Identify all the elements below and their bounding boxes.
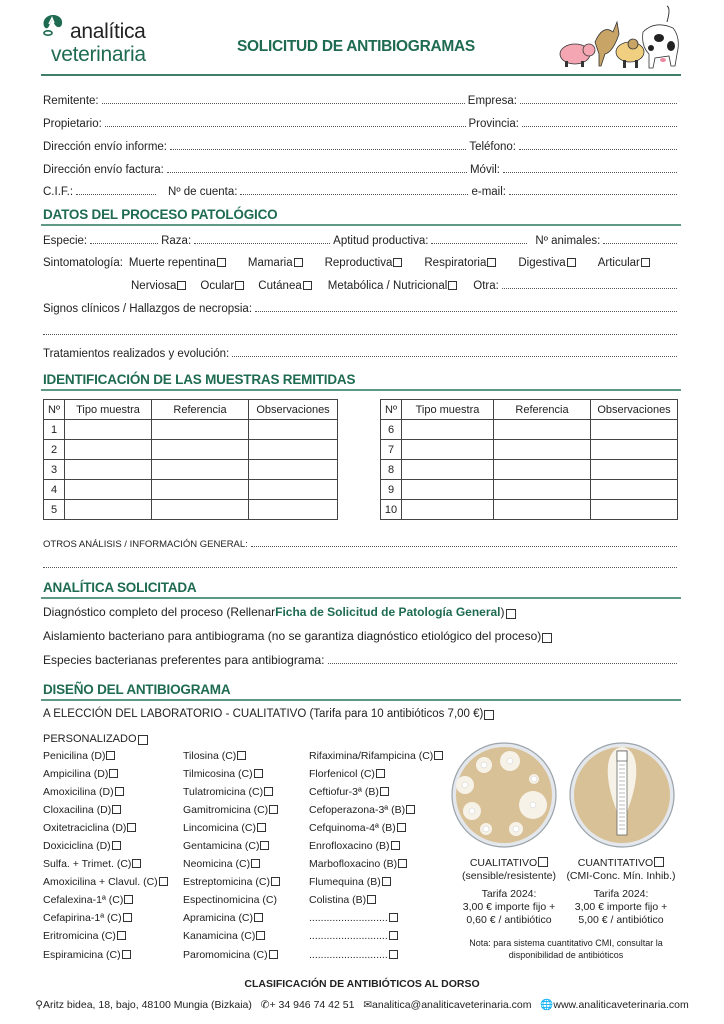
direccion-factura-row bbox=[43, 160, 680, 176]
antibiotic-item[interactable]: Cefquinoma-4ª (B) bbox=[309, 822, 406, 834]
cualitativo-tarifa: Tarifa 2024: bbox=[481, 888, 537, 900]
remitente-row bbox=[43, 91, 680, 107]
section-rule bbox=[41, 597, 681, 599]
tipo-cell[interactable] bbox=[402, 460, 494, 480]
provincia-field[interactable] bbox=[522, 126, 677, 127]
farm-animals-illustration bbox=[555, 2, 685, 74]
direccion-factura-field[interactable] bbox=[167, 172, 467, 173]
cualitativo-por-antibiotico: 0,60 € / antibiótico bbox=[466, 914, 552, 926]
antibiotic-item[interactable]: Ceftiofur-3ª (B) bbox=[309, 786, 389, 798]
referencia-cell[interactable] bbox=[494, 500, 591, 520]
cuantitativo-sub: (CMI-Conc. Mín. Inhib.) bbox=[566, 870, 676, 882]
tratamientos-label: Tratamientos realizados y evolución: bbox=[43, 348, 230, 360]
globe-icon: 🌐 bbox=[540, 999, 554, 1011]
otros-analisis-field-continued[interactable] bbox=[43, 567, 677, 568]
observaciones-cell[interactable] bbox=[249, 480, 338, 500]
mail-icon: ✉ bbox=[363, 999, 373, 1011]
samples-table-right bbox=[380, 399, 678, 520]
especie-field[interactable] bbox=[90, 243, 158, 244]
especie-label: Especie: bbox=[43, 235, 88, 247]
row-number: 8 bbox=[381, 460, 402, 480]
movil-field[interactable] bbox=[503, 172, 677, 173]
table-row bbox=[44, 500, 338, 520]
diagnostico-option[interactable] bbox=[43, 603, 680, 619]
symptom-muerte-repentina[interactable]: Muerte repentina bbox=[129, 257, 226, 269]
aptitud-label: Aptitud productiva: bbox=[333, 235, 429, 247]
cuantitativo-fijo: 3,00 € importe fijo + bbox=[574, 901, 668, 913]
antibiotic-item[interactable]: Rifaximina/Rifampicina (C) bbox=[309, 750, 443, 762]
referencia-cell[interactable] bbox=[494, 440, 591, 460]
antibiotic-item[interactable]: Cefapirina-1ª (C) bbox=[43, 912, 132, 924]
col-header-no: Nº bbox=[44, 400, 65, 420]
antibiotic-item[interactable]: Kanamicina (C) bbox=[183, 930, 265, 942]
cuenta-field[interactable] bbox=[240, 194, 468, 195]
antibiotic-item[interactable]: Oxitetraciclina (D) bbox=[43, 822, 136, 834]
referencia-cell[interactable] bbox=[152, 480, 249, 500]
website-link[interactable]: www.analiticaveterinaria.com bbox=[553, 999, 689, 1011]
signos-row-2 bbox=[43, 322, 680, 338]
antibiotic-item[interactable]: Amoxicilina (D) bbox=[43, 786, 124, 798]
antibiotic-item[interactable]: Espiramicina (C) bbox=[43, 949, 131, 961]
tipo-cell[interactable] bbox=[65, 500, 152, 520]
nota-line-1: Nota: para sistema cuantitativo CMI, consultar la bbox=[469, 938, 663, 948]
direccion-informe-label: Dirección envío informe: bbox=[43, 141, 167, 153]
cif-field[interactable] bbox=[76, 194, 156, 195]
custom-antibiotic-field[interactable]: ........................... bbox=[309, 949, 398, 961]
antibiotic-item[interactable]: Flumequina (B) bbox=[309, 876, 391, 888]
logo-text-veterinaria: veterinaria bbox=[51, 43, 146, 66]
antibiotic-item[interactable]: Sulfa. + Trimet. (C) bbox=[43, 858, 141, 870]
telefono-field[interactable] bbox=[519, 149, 677, 150]
referencia-cell[interactable] bbox=[494, 460, 591, 480]
section-rule bbox=[41, 224, 681, 226]
symptom-mamaria[interactable]: Mamaria bbox=[248, 257, 303, 269]
col-header-tipo: Tipo muestra bbox=[65, 400, 152, 420]
referencia-cell[interactable] bbox=[152, 440, 249, 460]
col-header-tipo: Tipo muestra bbox=[402, 400, 494, 420]
referencia-cell[interactable] bbox=[494, 420, 591, 440]
provincia-label: Provincia: bbox=[468, 118, 519, 130]
antibiotic-item[interactable]: Tilmicosina (C) bbox=[183, 768, 263, 780]
antibiotic-item[interactable]: Apramicina (C) bbox=[183, 912, 263, 924]
petri-dish-quantitative-image bbox=[568, 741, 676, 849]
checkbox[interactable] bbox=[294, 258, 303, 267]
cualitativo-fijo: 3,00 € importe fijo + bbox=[462, 901, 556, 913]
checkbox[interactable] bbox=[487, 258, 496, 267]
symptom-nerviosa[interactable]: Nerviosa bbox=[131, 280, 186, 292]
logo-dog-icon bbox=[40, 12, 66, 38]
observaciones-cell[interactable] bbox=[249, 420, 338, 440]
header-divider bbox=[41, 74, 681, 76]
observaciones-cell[interactable] bbox=[249, 500, 338, 520]
tipo-cell[interactable] bbox=[402, 480, 494, 500]
signos-row bbox=[43, 299, 680, 315]
table-row bbox=[44, 420, 338, 440]
diagnostico-text-end: ) bbox=[500, 605, 505, 619]
symptom-articular[interactable]: Articular bbox=[598, 257, 650, 269]
col-header-referencia: Referencia bbox=[152, 400, 249, 420]
observaciones-cell[interactable] bbox=[591, 460, 678, 480]
cif-label: C.I.F.: bbox=[43, 186, 74, 198]
email-field[interactable] bbox=[509, 194, 677, 195]
empresa-field[interactable] bbox=[520, 103, 677, 104]
direccion-factura-label: Dirección envío factura: bbox=[43, 164, 164, 176]
clasificacion-note: CLASIFICACIÓN DE ANTIBIÓTICOS AL DORSO bbox=[244, 978, 480, 990]
movil-label: Móvil: bbox=[469, 164, 500, 176]
tipo-cell[interactable] bbox=[402, 440, 494, 460]
email-label: e-mail: bbox=[471, 186, 506, 198]
col-header-observaciones: Observaciones bbox=[249, 400, 338, 420]
referencia-cell[interactable] bbox=[152, 460, 249, 480]
laboratorio-checkbox[interactable] bbox=[484, 710, 494, 720]
antibiotic-item[interactable]: Eritromicina (C) bbox=[43, 930, 126, 942]
laboratorio-option[interactable] bbox=[43, 704, 680, 720]
symptom-ocular[interactable]: Ocular bbox=[200, 280, 244, 292]
antibiotic-item[interactable]: Cefoperazona-3ª (B) bbox=[309, 804, 415, 816]
antibiotic-item[interactable]: Paromomicina (C) bbox=[183, 949, 278, 961]
tipo-cell[interactable] bbox=[402, 420, 494, 440]
row-number: 5 bbox=[44, 500, 65, 520]
nota-cmi bbox=[456, 937, 676, 961]
otra-field[interactable] bbox=[502, 288, 677, 289]
cualitativo-checkbox[interactable] bbox=[538, 857, 548, 867]
antibiotic-item[interactable]: Tilosina (C) bbox=[183, 750, 246, 762]
observaciones-cell[interactable] bbox=[249, 460, 338, 480]
signos-label: Signos clínicos / Hallazgos de necropsia: bbox=[43, 303, 253, 315]
cuenta-label: Nº de cuenta: bbox=[168, 186, 238, 198]
symptom-digestiva[interactable]: Digestiva bbox=[518, 257, 575, 269]
propietario-row bbox=[43, 114, 680, 130]
table-row bbox=[381, 460, 678, 480]
custom-antibiotic-field[interactable]: ........................... bbox=[309, 930, 398, 942]
diagnostico-checkbox[interactable] bbox=[506, 609, 516, 619]
sintomatologia-row-1 bbox=[43, 253, 680, 269]
section-title-analitica: ANALÍTICA SOLICITADA bbox=[43, 580, 197, 595]
tipo-cell[interactable] bbox=[65, 460, 152, 480]
phone-text: + 34 946 74 42 51 bbox=[269, 999, 355, 1011]
nota-line-2: disponibilidad de antibióticos bbox=[508, 950, 624, 960]
aislamiento-text: Aislamiento bacteriano para antibiograma (no se garantiza diagnóstico etiológico del proceso) bbox=[43, 629, 542, 643]
cualitativo-option[interactable] bbox=[456, 857, 562, 927]
row-number: 10 bbox=[381, 500, 402, 520]
laboratorio-text: A ELECCIÓN DEL LABORATORIO - CUALITATIVO (Tarifa para 10 antibióticos 7,00 €) bbox=[43, 708, 484, 720]
remitente-field[interactable] bbox=[102, 103, 465, 104]
cif-row bbox=[43, 182, 680, 198]
observaciones-cell[interactable] bbox=[591, 440, 678, 460]
referencia-cell[interactable] bbox=[152, 420, 249, 440]
address-text: Aritz bidea, 18, bajo, 48100 Mungia (Bizkaia) bbox=[42, 999, 252, 1011]
table-row bbox=[381, 480, 678, 500]
petri-dish-qualitative-image bbox=[450, 741, 558, 849]
aislamiento-checkbox[interactable] bbox=[542, 633, 552, 643]
email-link[interactable]: analitica@analiticaveterinaria.com bbox=[372, 999, 532, 1011]
antibiotic-item[interactable]: Doxiciclina (D) bbox=[43, 840, 121, 852]
row-number: 2 bbox=[44, 440, 65, 460]
antibiotic-item[interactable]: Neomicina (C) bbox=[183, 858, 260, 870]
antibiotic-item[interactable]: Penicilina (D) bbox=[43, 750, 115, 762]
checkbox[interactable] bbox=[448, 281, 457, 290]
observaciones-cell[interactable] bbox=[591, 420, 678, 440]
cuantitativo-por-antibiotico: 5,00 € / antibiótico bbox=[578, 914, 664, 926]
cuantitativo-checkbox[interactable] bbox=[654, 857, 664, 867]
section-rule bbox=[41, 699, 681, 701]
propietario-label: Propietario: bbox=[43, 118, 102, 130]
otros-analisis-label: OTROS ANÁLISIS / INFORMACIÓN GENERAL: bbox=[43, 539, 248, 550]
table-row bbox=[381, 420, 678, 440]
checkbox[interactable] bbox=[393, 258, 402, 267]
cualitativo-sub: (sensible/resistente) bbox=[462, 870, 556, 882]
signos-field-continued[interactable] bbox=[43, 334, 677, 335]
antibiotic-item[interactable]: Cloxacilina (D) bbox=[43, 804, 121, 816]
personalizado-text: PERSONALIZADO bbox=[43, 733, 137, 745]
antibiotic-item: Espectinomicina (C) bbox=[183, 894, 277, 906]
animales-label: Nº animales: bbox=[535, 235, 601, 247]
empresa-label: Empresa: bbox=[467, 95, 517, 107]
remitente-label: Remitente: bbox=[43, 95, 99, 107]
referencia-cell[interactable] bbox=[152, 500, 249, 520]
otros-analisis-row-2 bbox=[43, 555, 680, 571]
antibiotic-item[interactable]: Gentamicina (C) bbox=[183, 840, 269, 852]
sintomatologia-row-2 bbox=[131, 276, 680, 292]
cuantitativo-option[interactable] bbox=[566, 857, 676, 927]
table-row bbox=[381, 440, 678, 460]
otros-analisis-row bbox=[43, 534, 680, 550]
especies-field[interactable] bbox=[328, 663, 678, 664]
aptitud-field[interactable] bbox=[431, 243, 527, 244]
signos-field[interactable] bbox=[255, 311, 677, 312]
raza-field[interactable] bbox=[194, 243, 330, 244]
otra-label: Otra: bbox=[473, 280, 499, 292]
cuantitativo-label: CUANTITATIVO bbox=[577, 857, 654, 869]
cuantitativo-tarifa: Tarifa 2024: bbox=[593, 888, 649, 900]
row-number: 3 bbox=[44, 460, 65, 480]
samples-table-left bbox=[43, 399, 338, 520]
tipo-cell[interactable] bbox=[402, 500, 494, 520]
antibiotic-item[interactable]: Colistina (B) bbox=[309, 894, 376, 906]
antibiotic-item[interactable]: Marbofloxacino (B) bbox=[309, 858, 407, 870]
tratamientos-field[interactable] bbox=[232, 356, 677, 357]
table-row bbox=[381, 500, 678, 520]
especies-label: Especies bacterianas preferentes para antibiograma: bbox=[43, 653, 325, 667]
antibiotic-item[interactable]: Tulatromicina (C) bbox=[183, 786, 273, 798]
row-number: 6 bbox=[381, 420, 402, 440]
observaciones-cell[interactable] bbox=[591, 500, 678, 520]
table-header-row bbox=[381, 400, 678, 420]
section-title-proceso: DATOS DEL PROCESO PATOLÓGICO bbox=[43, 207, 278, 222]
col-header-observaciones: Observaciones bbox=[591, 400, 678, 420]
cualitativo-label: CUALITATIVO bbox=[469, 857, 538, 869]
tipo-cell[interactable] bbox=[65, 440, 152, 460]
ficha-patologia-link[interactable]: Ficha de Solicitud de Patología General bbox=[275, 605, 501, 619]
row-number: 7 bbox=[381, 440, 402, 460]
propietario-field[interactable] bbox=[105, 126, 466, 127]
observaciones-cell[interactable] bbox=[249, 440, 338, 460]
symptom-cutanea[interactable]: Cutánea bbox=[258, 280, 311, 292]
checkbox[interactable] bbox=[303, 281, 312, 290]
checkbox[interactable] bbox=[217, 258, 226, 267]
diagnostico-text: Diagnóstico completo del proceso (Rellenar bbox=[43, 605, 276, 619]
direccion-informe-row bbox=[43, 137, 680, 153]
observaciones-cell[interactable] bbox=[591, 480, 678, 500]
col-header-referencia: Referencia bbox=[494, 400, 591, 420]
antibiotic-item[interactable]: Florfenicol (C) bbox=[309, 768, 385, 780]
contact-footer bbox=[0, 998, 724, 1011]
symptom-metabolica[interactable]: Metabólica / Nutricional bbox=[328, 280, 458, 292]
tratamientos-row bbox=[43, 344, 680, 360]
direccion-informe-field[interactable] bbox=[170, 149, 466, 150]
antibiotic-item[interactable]: Amoxicilina + Clavul. (C) bbox=[43, 876, 168, 888]
antibiotic-item[interactable]: Ampicilina (D) bbox=[43, 768, 118, 780]
table-row bbox=[44, 460, 338, 480]
antibiotic-item[interactable]: Enrofloxacino (B) bbox=[309, 840, 400, 852]
table-row bbox=[44, 440, 338, 460]
sintomatologia-label: Sintomatología: bbox=[43, 257, 123, 269]
custom-antibiotic-field[interactable]: ........................... bbox=[309, 912, 398, 924]
antibiotic-item[interactable]: Cefalexina-1ª (C) bbox=[43, 894, 133, 906]
tipo-cell[interactable] bbox=[65, 420, 152, 440]
row-number: 9 bbox=[381, 480, 402, 500]
checkbox[interactable] bbox=[177, 281, 186, 290]
section-title-diseno: DISEÑO DEL ANTIBIOGRAMA bbox=[43, 682, 231, 697]
symptom-respiratoria[interactable]: Respiratoria bbox=[424, 257, 496, 269]
symptom-reproductiva[interactable]: Reproductiva bbox=[325, 257, 403, 269]
logo-text-analitica: analítica bbox=[70, 20, 146, 43]
antibiotic-item[interactable]: Estreptomicina (C) bbox=[183, 876, 280, 888]
raza-label: Raza: bbox=[161, 235, 192, 247]
checkbox[interactable] bbox=[567, 258, 576, 267]
otros-analisis-field[interactable] bbox=[251, 546, 677, 547]
checkbox[interactable] bbox=[235, 281, 244, 290]
telefono-label: Teléfono: bbox=[469, 141, 516, 153]
animales-field[interactable] bbox=[603, 243, 677, 244]
page-title: SOLICITUD DE ANTIBIOGRAMAS bbox=[237, 38, 475, 55]
checkbox[interactable] bbox=[641, 258, 650, 267]
especie-row bbox=[43, 231, 680, 247]
row-number: 4 bbox=[44, 480, 65, 500]
antibiotic-item[interactable]: Gamitromicina (C) bbox=[183, 804, 278, 816]
personalizado-checkbox[interactable] bbox=[138, 735, 148, 745]
especies-row bbox=[43, 651, 680, 667]
logo bbox=[40, 12, 170, 72]
section-title-muestras: IDENTIFICACIÓN DE LAS MUESTRAS REMITIDAS bbox=[43, 372, 356, 387]
table-row bbox=[44, 480, 338, 500]
tipo-cell[interactable] bbox=[65, 480, 152, 500]
antibiotic-item[interactable]: Lincomicina (C) bbox=[183, 822, 266, 834]
table-header-row bbox=[44, 400, 338, 420]
referencia-cell[interactable] bbox=[494, 480, 591, 500]
location-pin-icon: ⚲ bbox=[35, 999, 43, 1011]
col-header-no: Nº bbox=[381, 400, 402, 420]
aislamiento-option[interactable] bbox=[43, 627, 680, 643]
phone-icon: ✆ bbox=[260, 999, 270, 1011]
section-rule bbox=[41, 389, 681, 391]
row-number: 1 bbox=[44, 420, 65, 440]
